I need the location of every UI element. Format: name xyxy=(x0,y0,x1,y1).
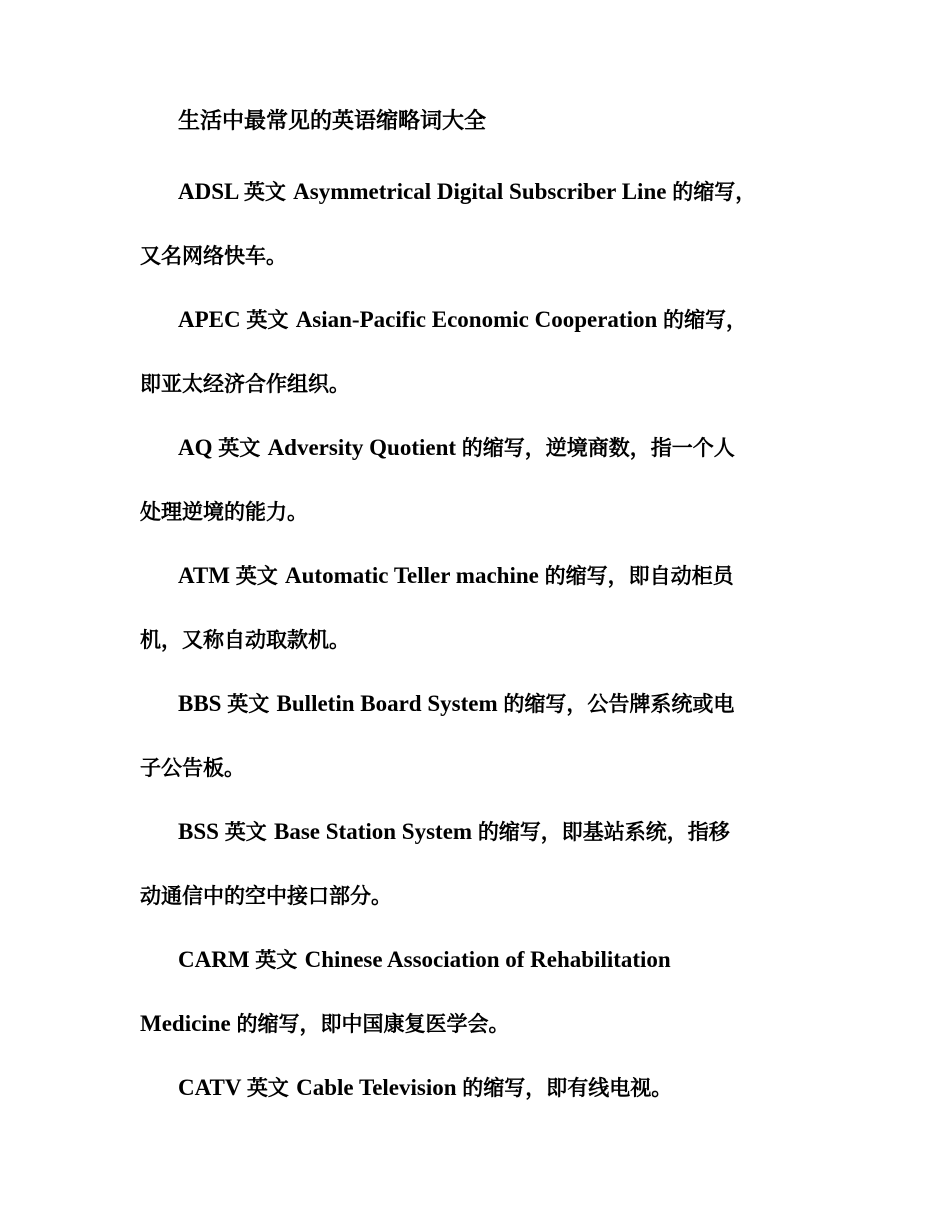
label-english: 英文 xyxy=(255,948,305,972)
description: 的缩写，即有线电视。 xyxy=(462,1076,673,1100)
term-full: Cable Television xyxy=(296,1075,463,1100)
description: 子公告板。 xyxy=(140,756,245,780)
entry-bss xyxy=(140,800,830,928)
description: 的缩写， xyxy=(663,308,748,332)
entry-line-2 xyxy=(140,608,830,672)
description: 即亚太经济合作组织。 xyxy=(140,372,350,396)
label-english: 英文 xyxy=(235,564,286,588)
description: 的缩写，即基站系统，指移 xyxy=(477,820,730,844)
description: 的缩写，公告牌系统或电 xyxy=(503,692,735,716)
entry-line-1 xyxy=(140,160,830,224)
term-abbr: ATM xyxy=(178,563,236,588)
entry-line-2 xyxy=(140,992,830,1056)
entry-apec xyxy=(140,288,830,416)
entry-line-2 xyxy=(140,224,830,288)
entry-line-2 xyxy=(140,736,830,800)
term-abbr: APEC xyxy=(178,307,247,332)
term-abbr: ADSL xyxy=(178,179,244,204)
term-abbr: CATV xyxy=(178,1075,247,1100)
entry-line-2 xyxy=(140,352,830,416)
term-full: Asymmetrical Digital Subscriber Line xyxy=(293,179,673,204)
term-full: Automatic Teller machine xyxy=(285,563,545,588)
label-english: 英文 xyxy=(224,820,274,844)
term-full: Chinese Association of Rehabilitation xyxy=(304,947,671,972)
term-abbr: AQ xyxy=(178,435,219,460)
entry-atm xyxy=(140,544,830,672)
term-abbr: BBS xyxy=(178,691,228,716)
entry-line-1 xyxy=(140,672,830,736)
entry-line-1 xyxy=(140,928,830,992)
label-english: 英文 xyxy=(246,1076,297,1100)
entry-line-1 xyxy=(140,1056,830,1120)
entry-line-1 xyxy=(140,544,830,608)
entry-line-1 xyxy=(140,288,830,352)
description: 的缩写， xyxy=(672,180,757,204)
document-title: 生活中最常见的英语缩略词大全 xyxy=(178,109,487,134)
entry-line-2 xyxy=(140,480,830,544)
entry-catv xyxy=(140,1056,830,1120)
entry-carm xyxy=(140,928,830,1056)
term-full: Bulletin Board System xyxy=(276,691,504,716)
description: 动通信中的空中接口部分。 xyxy=(140,884,392,908)
term-abbr: BSS xyxy=(178,819,225,844)
entry-line-1 xyxy=(140,800,830,864)
label-english: 英文 xyxy=(243,180,294,204)
term-abbr: CARM xyxy=(178,947,256,972)
description: 机，又称自动取款机。 xyxy=(140,628,350,652)
label-english: 英文 xyxy=(246,308,296,332)
entry-aq xyxy=(140,416,830,544)
term-full-continued: Medicine xyxy=(140,1011,237,1036)
description: 的缩写，即中国康复医学会。 xyxy=(236,1012,510,1036)
description: 的缩写，即自动柜员 xyxy=(544,564,734,588)
entry-line-1 xyxy=(140,416,830,480)
description: 又名网络快车。 xyxy=(140,244,287,268)
term-full: Adversity Quotient xyxy=(267,435,462,460)
entry-line-2 xyxy=(140,864,830,928)
label-english: 英文 xyxy=(227,692,277,716)
entry-bbs xyxy=(140,672,830,800)
description: 处理逆境的能力。 xyxy=(140,500,308,524)
term-full: Base Station System xyxy=(274,819,478,844)
term-full: Asian-Pacific Economic Cooperation xyxy=(295,307,664,332)
label-english: 英文 xyxy=(218,436,268,460)
entry-adsl xyxy=(140,160,830,288)
description: 的缩写，逆境商数，指一个人 xyxy=(461,436,735,460)
